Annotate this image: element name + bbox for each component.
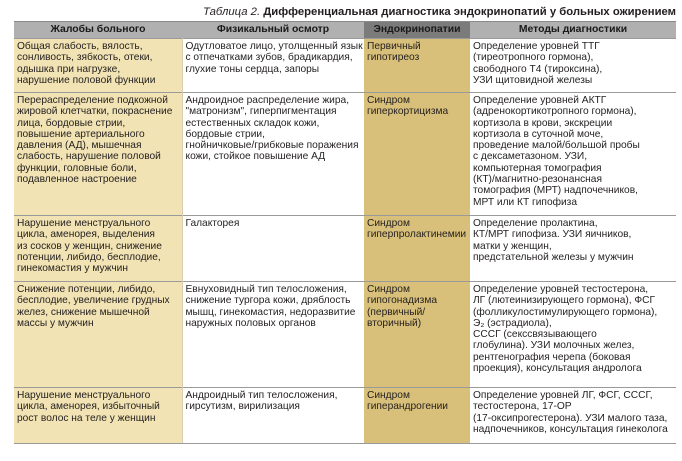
table-row	[14, 388, 676, 444]
header-methods: Методы диагностики	[470, 22, 676, 39]
complaints-cell	[14, 282, 182, 388]
table-row	[14, 93, 676, 216]
endocrinopathy-cell	[364, 388, 470, 444]
methods-cell	[470, 388, 676, 444]
exam-cell	[182, 282, 364, 388]
complaints-cell	[14, 388, 182, 444]
exam-text: Галакторея	[185, 218, 240, 229]
exam-cell	[182, 388, 364, 444]
exam-cell	[182, 39, 364, 93]
exam-cell	[182, 93, 364, 216]
endocrinopathy-cell	[364, 216, 470, 282]
methods-cell	[470, 93, 676, 216]
complaints-text: Снижение потенции, либидо, бесплодие, увеличение грудных желез, снижение мышечной массы у мужчин	[17, 284, 170, 329]
methods-text: Определение уровней АКТГ (адренокортикотропного гормона), кортизола в крови, экскреции кортизола в суточной моче, проведение малой/большой пробы с дексаметазоном. УЗИ, компьютерная томография (КТ)/магнитно-резонансная томография (МРТ) надпочечников, МРТ или КТ гипофиза	[473, 95, 640, 208]
complaints-text: Перераспределение подкожной жировой клетчатки, покраснение лица, бордовые стрии, повышение артериального давления (АД), мышечная слабость, нарушение половой функции, головные боли, подавленное настроение	[17, 95, 173, 186]
exam-text: Андроидное распределение жира, "матронизм", гиперпигментация естественных складок кожи, бордовые стрии, гнойничковые/грибковые поражения кожи, стойкое повышение АД	[185, 95, 359, 163]
endocrinopathy-cell	[364, 282, 470, 388]
complaints-cell	[14, 216, 182, 282]
endocrinopathy-cell	[364, 93, 470, 216]
complaints-text: Нарушение менструального цикла, аменорея, избыточный рост волос на теле у женщин	[17, 390, 160, 424]
header-complaints: Жалобы больного	[14, 22, 182, 39]
complaints-cell	[14, 93, 182, 216]
complaints-text: Нарушение менструального цикла, аменорея, выделения из сосков у женщин, снижение потенции, либидо, бесплодие, гинекомастия у мужчин	[17, 218, 162, 275]
exam-text: Евнуховидный тип телосложения, снижение тургора кожи, дряблость мышц, гинекомастия, недоразвитие наружных половых органов	[185, 284, 356, 329]
endocrinopathy-text: Синдром гиперпролактинемии	[367, 218, 467, 241]
methods-cell	[470, 282, 676, 388]
diagnostics-table	[14, 22, 676, 444]
table-caption-number: Таблица 2.	[202, 6, 261, 18]
exam-text: Андроидный тип телосложения, гирсутизм, вирилизация	[185, 390, 338, 413]
methods-cell	[470, 39, 676, 93]
table-row	[14, 39, 676, 93]
table-header-row	[14, 22, 676, 39]
table-row	[14, 282, 676, 388]
endocrinopathy-text: Синдром гипогонадизма (первичный/ вторичный)	[367, 284, 438, 329]
table-row	[14, 216, 676, 282]
table-caption	[14, 5, 676, 19]
endocrinopathy-cell	[364, 39, 470, 93]
header-exam: Физикальный осмотр	[182, 22, 364, 39]
endocrinopathy-text: Синдром гиперандрогении	[367, 390, 448, 413]
table-caption-title: Дифференциальная диагностика эндокринопатий у больных ожирением	[263, 6, 676, 18]
methods-text: Определение уровней ТТГ (тиреотропного гормона), свободного Т4 (тироксина), УЗИ щитовидной железы	[473, 41, 603, 86]
endocrinopathy-text: Синдром гиперкортицизма	[367, 95, 449, 118]
exam-cell	[182, 216, 364, 282]
methods-text: Определение уровней ЛГ, ФСГ, СССГ, тестостерона, 17-ОР (17-оксипрогестерона). УЗИ малого таза, надпочечников, консультация гинеколога	[473, 390, 668, 435]
methods-text: Определение уровней тестостерона, ЛГ (лютеинизирующего гормона), ФСГ (фолликулостимулирующего гормона), Э₂ (эстрадиола), СССГ (секссвязывающего глобулина). УЗИ молочных желез, рентгенография черепа (боковая проекция), консультация андролога	[473, 284, 658, 375]
exam-text: Одутловатое лицо, утолщенный язык с отпечатками зубов, брадикардия, глухие тоны сердца, запоры	[185, 41, 363, 75]
header-endocrinopathy: Эндокринопатии	[364, 22, 470, 39]
complaints-cell	[14, 39, 182, 93]
methods-text: Определение пролактина, КТ/МРТ гипофиза. УЗИ яичников, матки у женщин, предстательной железы у мужчин	[473, 218, 634, 263]
endocrinopathy-text: Первичный гипотиреоз	[367, 41, 421, 64]
methods-cell	[470, 216, 676, 282]
complaints-text: Общая слабость, вялость, сонливость, зябкость, отеки, одышка при нагрузке, нарушение половой функции	[17, 41, 156, 86]
